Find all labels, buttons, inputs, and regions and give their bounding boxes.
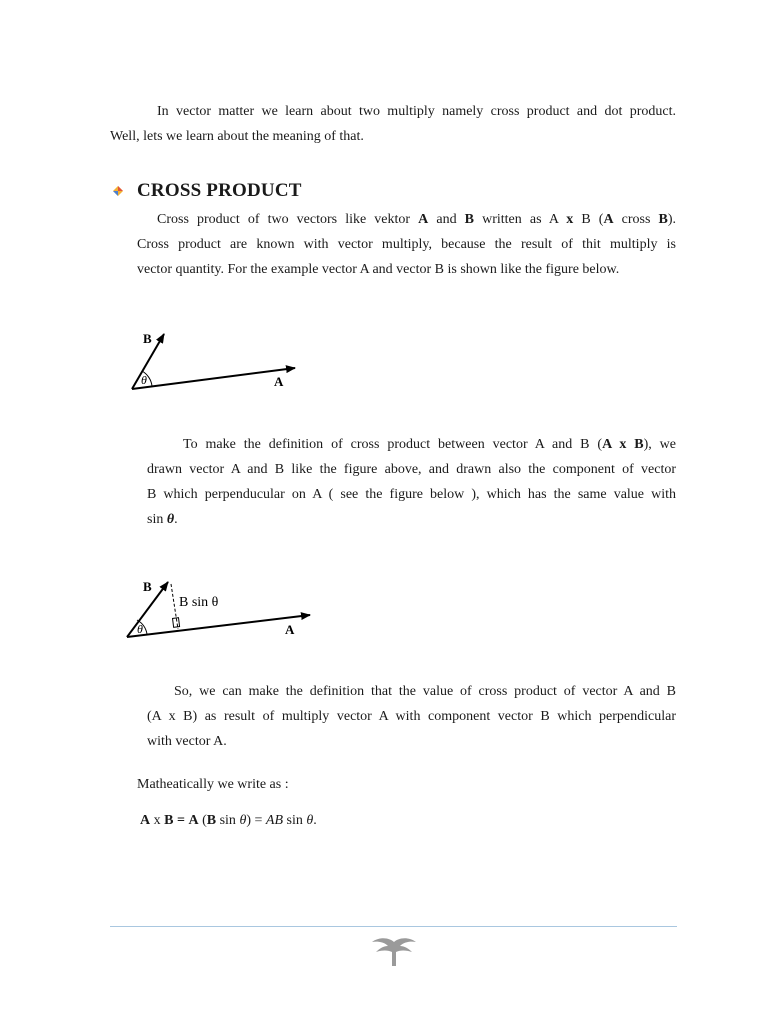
para2-line-1: To make the definition of cross product between vector A and B (A x B), we [183,437,676,452]
intro-line-1: In vector matter we learn about two multiply namely cross product and dot product. [157,104,676,119]
angle-label: θ [137,622,143,636]
vector-a-arrow [132,368,295,389]
cross-product-formula: A x B = A (B sin θ) = AB sin θ. [140,813,317,828]
label-a: A [274,374,284,389]
colored-diamond-bullet-icon [112,185,124,197]
angle-label: θ [141,373,147,387]
para2-line-3: B which perpenducular on A ( see the figure below ), which has the same value with [147,487,676,502]
para2-line-2: drawn vector A and B like the figure above, and drawn also the component of vector [147,462,676,477]
perpendicular-component [171,584,178,629]
component-label: B sin θ [179,595,219,610]
section-title: CROSS PRODUCT [137,180,302,201]
para3-line-2: (A x B) as result of multiply vector A with component vector B which perpendicular [147,709,676,724]
label-b: B [143,331,152,346]
vector-a-arrow [127,615,310,637]
para3-line-1: So, we can make the definition that the value of cross product of vector A and B [174,684,676,699]
label-b: B [143,579,152,594]
para1-line-1: Cross product of two vectors like vektor A and B written as A x B (A cross B). [157,212,677,227]
para1-line-2: Cross product are known with vector multiply, because the result of thit multiply is [137,237,676,252]
math-intro: Matheatically we write as : [137,777,289,792]
para2-line-4: sin θ. [147,512,178,527]
fleuron-ornament-icon [370,936,418,968]
figure-component-b-sin-theta [115,572,325,647]
para3-line-3: with vector A. [147,734,227,749]
figure-vectors-a-b [120,325,320,400]
para1-line-3: vector quantity. For the example vector A and vector B is shown like the figure below. [137,262,620,277]
intro-line-2: Well, lets we learn about the meaning of that. [110,129,364,144]
label-a: A [285,622,295,637]
footer-rule [110,926,677,927]
